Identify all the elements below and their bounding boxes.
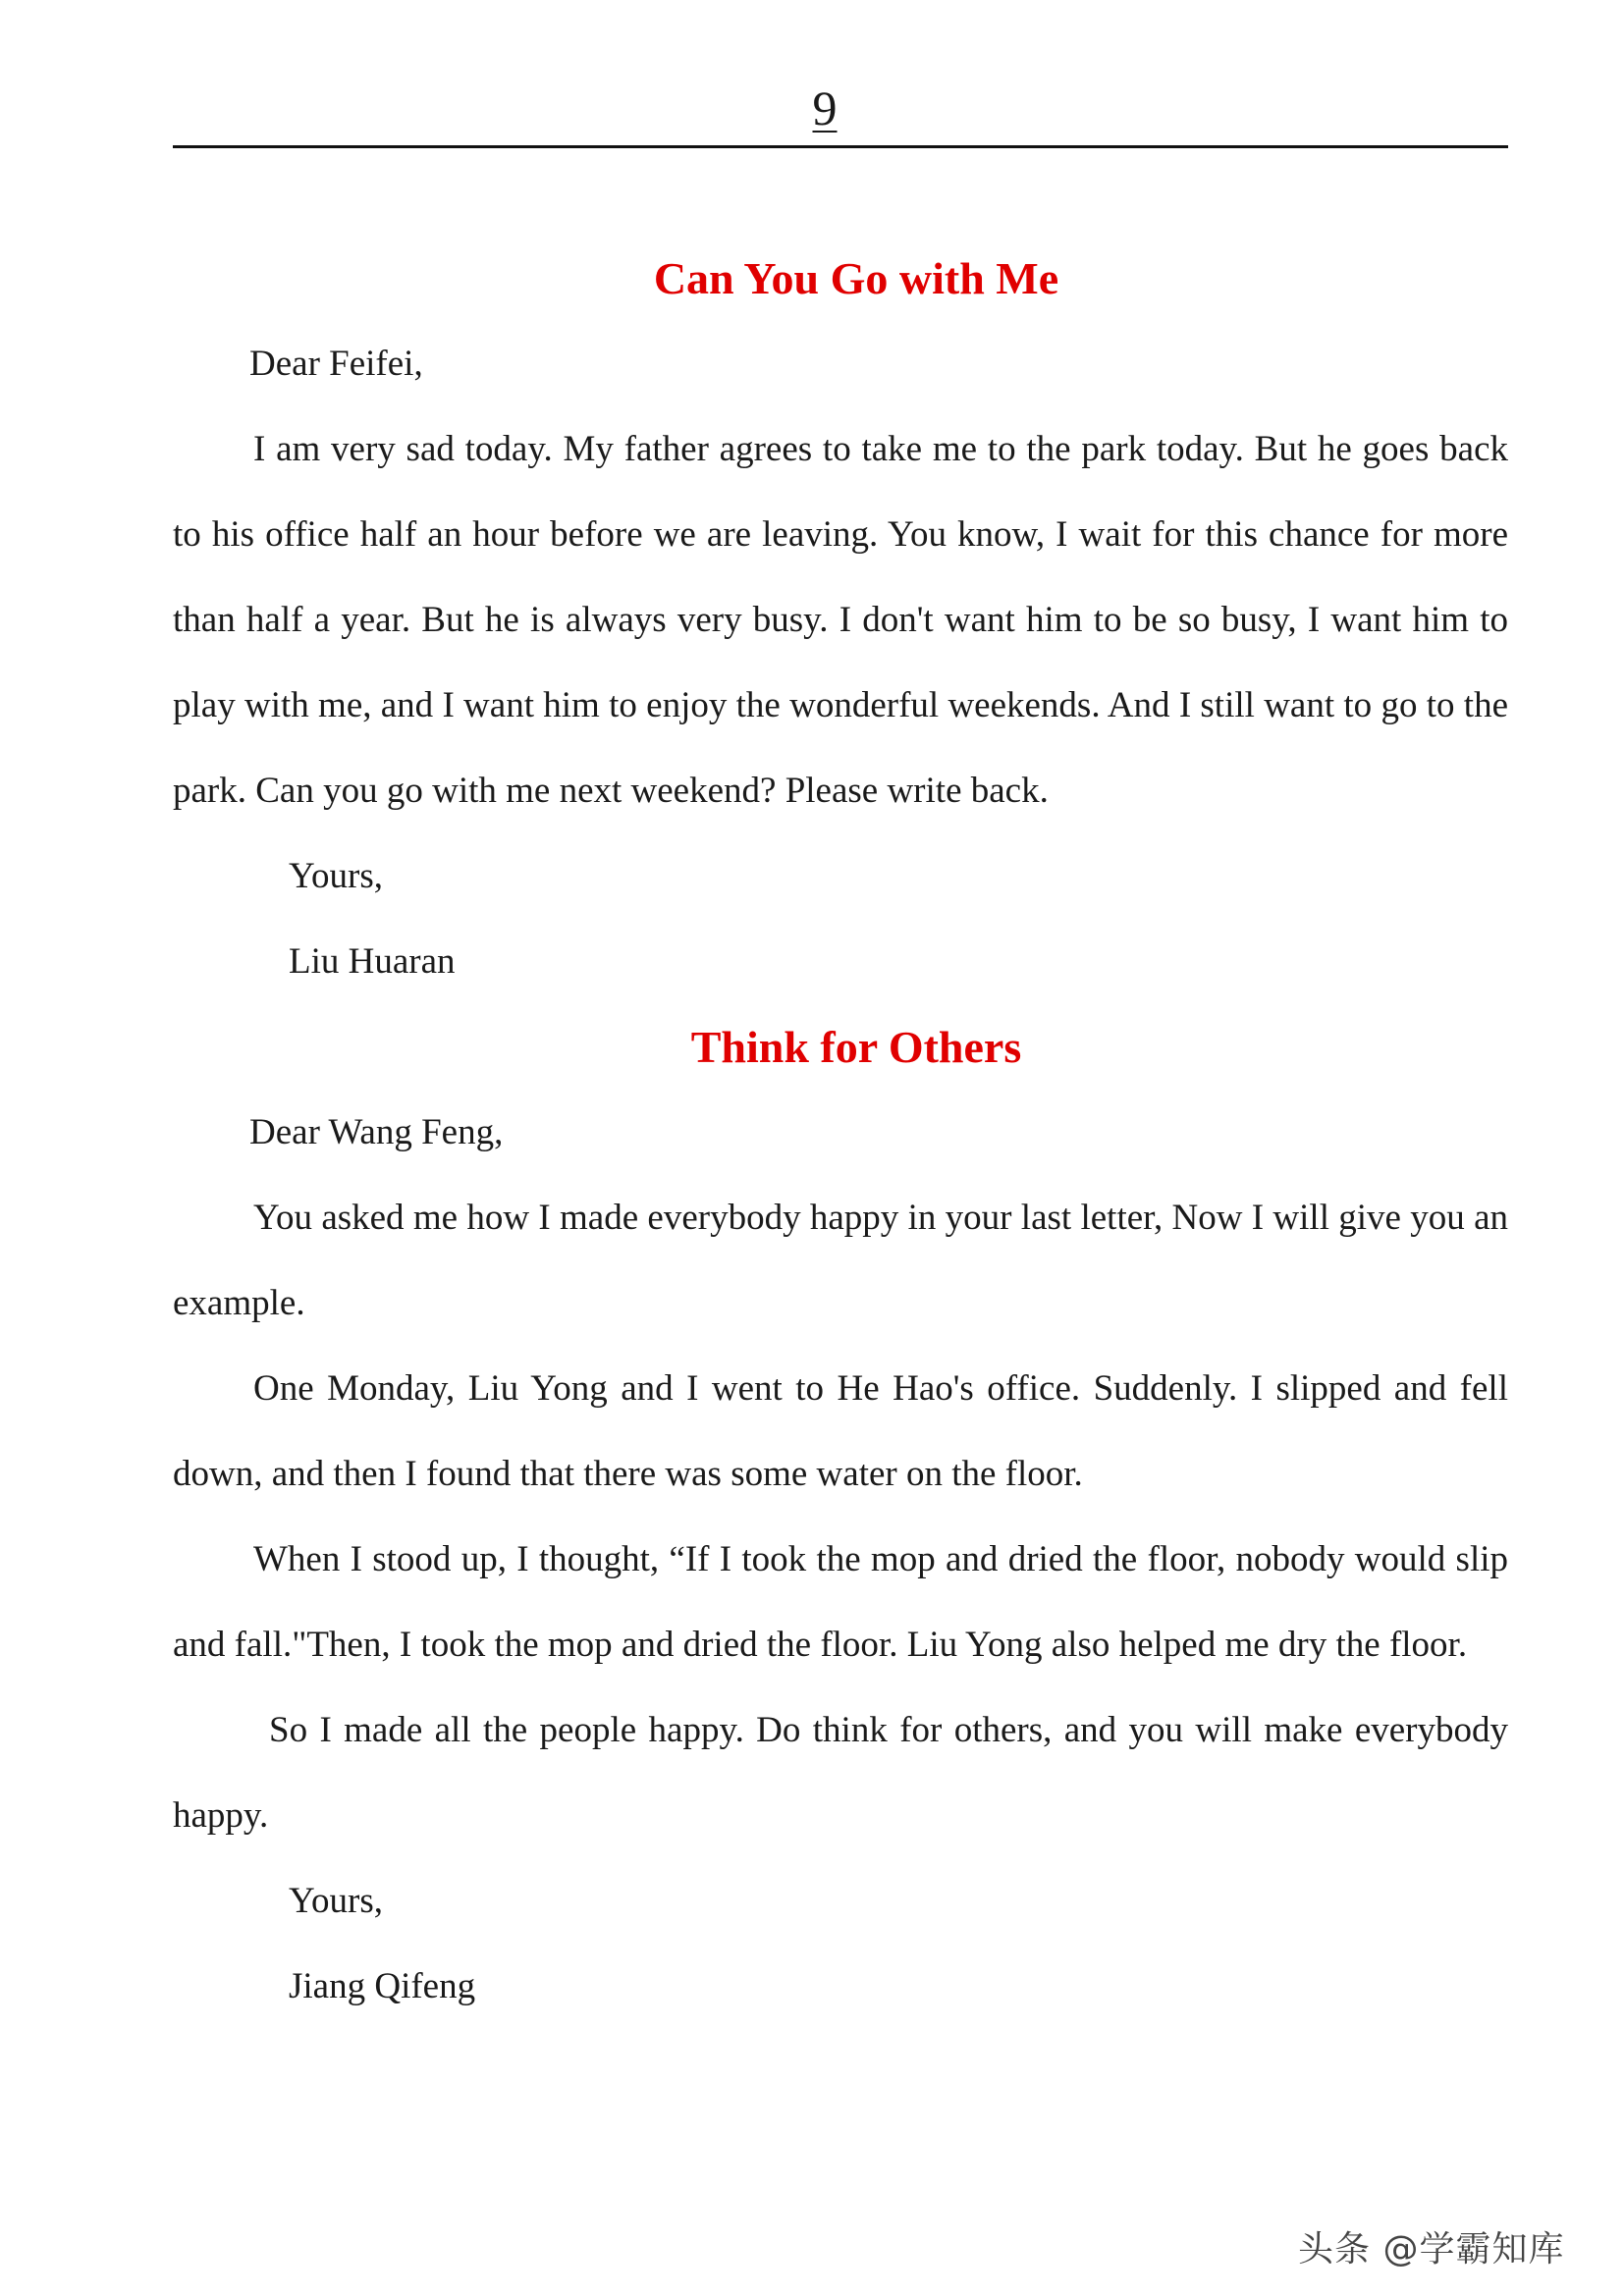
letter-2-salutation: Dear Wang Feng, xyxy=(249,1112,504,1152)
header-divider xyxy=(173,145,1508,148)
letter-1-closing: Yours, xyxy=(289,856,383,896)
page-number: 9 xyxy=(812,80,838,135)
letter-2-paragraph-3: When I stood up, I thought, “If I took the mop and dried the floor, nobody would slip and fall."Then, I took the mop and dried the floor. Liu Yong also helped me dry the floor. xyxy=(173,1539,1508,1665)
letter-2-paragraph-2: One Monday, Liu Yong and I went to He Hao's office. Suddenly. I slipped and fell down, and then I found that there was some water on the floor. xyxy=(173,1368,1508,1494)
source-watermark: 头条 @学霸知库 xyxy=(1298,2229,1565,2269)
letter-2-paragraph-4: So I made all the people happy. Do think for others, and you will make everybody happy. xyxy=(173,1710,1508,1836)
letter-2-closing: Yours, xyxy=(289,1881,383,1921)
letter-2-signature: Jiang Qifeng xyxy=(289,1966,476,2006)
letter-1-paragraph-1: I am very sad today. My father agrees to take me to the park today. But he goes back to his office half an hour before we are leaving. You know, I wait for this chance for more than half a year. But he is always very busy. I don't want him to be so busy, I want him to play with me, and I want him to enjoy the wonderful weekends. And I still want to go to the park. Can you go with me next weekend? Please write back. xyxy=(173,429,1508,811)
letter-2-title: Think for Others xyxy=(690,1022,1022,1072)
letter-can-you-go-with-me xyxy=(173,236,1508,1004)
letter-1-title: Can You Go with Me xyxy=(653,253,1059,303)
letter-2-paragraph-1: You asked me how I made everybody happy in your last letter, Now I will give you an example. xyxy=(173,1198,1508,1323)
letter-1-signature: Liu Huaran xyxy=(289,941,456,982)
letter-1-salutation: Dear Feifei, xyxy=(249,344,423,384)
letter-think-for-others xyxy=(173,1004,1508,2029)
document-body xyxy=(173,236,1508,2029)
